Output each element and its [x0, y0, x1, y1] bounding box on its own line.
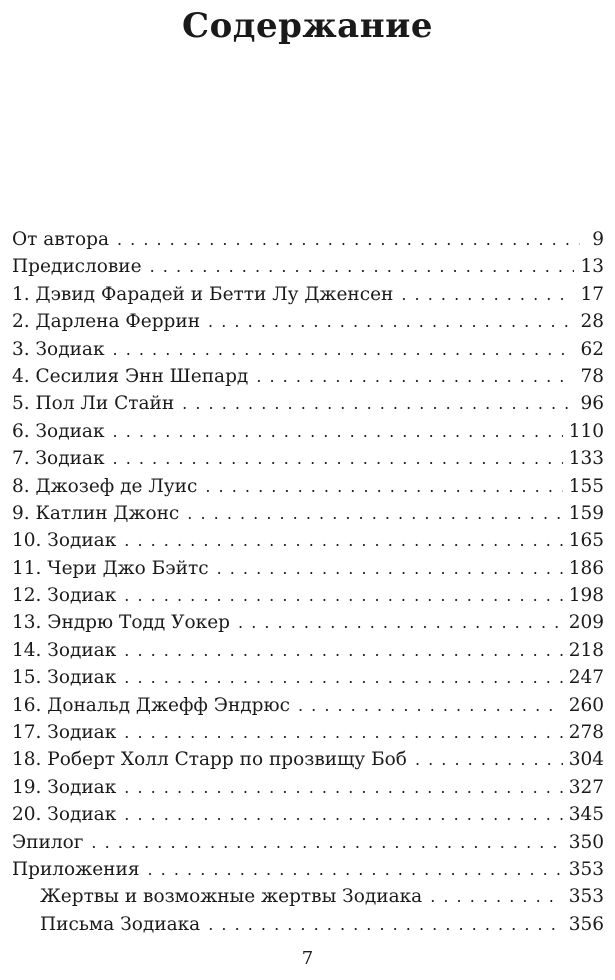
toc-entry-page: 186: [568, 557, 604, 579]
toc-entry: [12, 308, 604, 335]
dot-leader: [208, 308, 574, 335]
toc-entry-title: 20. Зодиак: [12, 804, 117, 826]
toc-entry-title: 11. Чери Джо Бэйтс: [12, 557, 209, 579]
toc-entry-page: 159: [568, 502, 604, 524]
toc-entry-page: 353: [568, 886, 604, 908]
toc-entry: [12, 473, 604, 500]
toc-entry-page: 165: [568, 530, 604, 552]
toc-entry-page: 218: [568, 639, 604, 661]
toc-entry-page: 133: [568, 448, 604, 470]
dot-leader: [113, 418, 563, 445]
toc-entry: [12, 801, 604, 828]
toc-entry-title: 8. Джозеф де Луис: [12, 475, 198, 497]
toc-entry-title: Письма Зодиака: [40, 913, 201, 935]
table-of-contents: [12, 226, 604, 938]
toc-entry-page: 17: [580, 283, 604, 305]
dot-leader: [124, 664, 562, 691]
toc-entry-title: 14. Зодиак: [12, 639, 117, 661]
toc-entry: [12, 582, 604, 609]
toc-entry-title: От автора: [12, 229, 109, 250]
toc-entry-title: 6. Зодиак: [12, 420, 105, 442]
toc-entry: [12, 774, 604, 801]
toc-entry-title: 3. Зодиак: [12, 338, 105, 360]
dot-leader: [124, 719, 562, 746]
toc-entry-page: 350: [568, 831, 604, 853]
toc-entry: [12, 527, 604, 554]
toc-entry-title: 13. Эндрю Тодд Уокер: [12, 612, 231, 634]
toc-entry-title: 15. Зодиак: [12, 667, 117, 689]
dot-leader: [298, 692, 563, 719]
dot-leader: [124, 774, 562, 801]
toc-entry: [12, 418, 604, 445]
page-number: 7: [301, 948, 314, 969]
toc-entry-page: 304: [568, 749, 604, 771]
toc-entry-page: 78: [580, 365, 604, 387]
toc-entry: [12, 445, 604, 472]
toc-entry: [12, 829, 604, 856]
dot-leader: [208, 911, 562, 938]
toc-entry-page: 28: [580, 311, 604, 333]
dot-leader: [113, 336, 575, 363]
toc-entry-page: 353: [568, 858, 604, 880]
dot-leader: [124, 582, 562, 609]
dot-leader: [401, 281, 574, 308]
toc-entry: [12, 609, 604, 636]
toc-entry: [12, 692, 604, 719]
toc-entry-title: 12. Зодиак: [12, 585, 117, 607]
toc-entry: [12, 719, 604, 746]
dot-leader: [150, 253, 575, 280]
toc-entry-page: 356: [568, 913, 604, 935]
toc-entry-page: 278: [568, 722, 604, 744]
toc-entry-page: 96: [580, 393, 604, 415]
dot-leader: [187, 500, 562, 527]
toc-entry: [12, 746, 604, 773]
toc-entry-page: 247: [568, 667, 604, 689]
toc-entry: [12, 500, 604, 527]
dot-leader: [182, 390, 574, 417]
toc-entry-title: 7. Зодиак: [12, 448, 105, 470]
toc-entry: [12, 281, 604, 308]
dot-leader: [238, 609, 563, 636]
toc-entry: [12, 856, 604, 883]
toc-entry: [12, 664, 604, 691]
toc-entry-page: 155: [568, 475, 604, 497]
toc-entry: [12, 363, 604, 390]
toc-subentry: [12, 911, 604, 938]
toc-entry-title: 19. Зодиак: [12, 776, 117, 798]
toc-entry-page: 209: [568, 612, 604, 634]
dot-leader: [124, 527, 562, 554]
toc-entry-page: 260: [568, 694, 604, 716]
toc-entry-title: 4. Сесилия Энн Шепард: [12, 365, 249, 387]
dot-leader: [205, 473, 562, 500]
toc-entry-title: Жертвы и возможные жертвы Зодиака: [40, 886, 423, 908]
toc-entry-title: 10. Зодиак: [12, 530, 117, 552]
toc-entry-page: 327: [568, 776, 604, 798]
page-title: Содержание: [182, 6, 433, 46]
dot-leader: [430, 883, 563, 910]
toc-entry: [12, 555, 604, 582]
toc-entry-title: Предисловие: [12, 256, 142, 278]
dot-leader: [415, 746, 563, 773]
toc-entry-title: 9. Катлин Джонс: [12, 502, 180, 524]
dot-leader: [256, 363, 574, 390]
toc-entry: [12, 637, 604, 664]
toc-entry: [12, 390, 604, 417]
toc-entry: [12, 336, 604, 363]
toc-entry-page: 9: [592, 229, 604, 250]
toc-subentry: [12, 883, 604, 910]
toc-entry-title: Эпилог: [12, 831, 84, 853]
toc-entry-title: Приложения: [12, 858, 140, 880]
dot-leader: [113, 445, 563, 472]
toc-entry-page: 198: [568, 585, 604, 607]
toc-entry-title: 18. Роберт Холл Старр по прозвищу Боб: [12, 749, 407, 771]
toc-entry: [12, 226, 604, 253]
toc-entry-title: 1. Дэвид Фарадей и Бетти Лу Дженсен: [12, 283, 394, 305]
toc-entry-page: 110: [568, 420, 604, 442]
dot-leader: [148, 856, 563, 883]
dot-leader: [124, 637, 562, 664]
toc-entry-page: 62: [580, 338, 604, 360]
toc-entry-page: 13: [580, 256, 604, 278]
toc-entry-title: 5. Пол Ли Стайн: [12, 393, 175, 415]
dot-leader: [124, 801, 562, 828]
dot-leader: [217, 555, 563, 582]
toc-entry-page: 345: [568, 804, 604, 826]
dot-leader: [117, 226, 580, 253]
toc-entry: [12, 253, 604, 280]
dot-leader: [91, 829, 562, 856]
toc-entry-title: 2. Дарлена Феррин: [12, 311, 201, 333]
toc-entry-title: 16. Дональд Джефф Эндрюс: [12, 694, 290, 716]
toc-entry-title: 17. Зодиак: [12, 722, 117, 744]
